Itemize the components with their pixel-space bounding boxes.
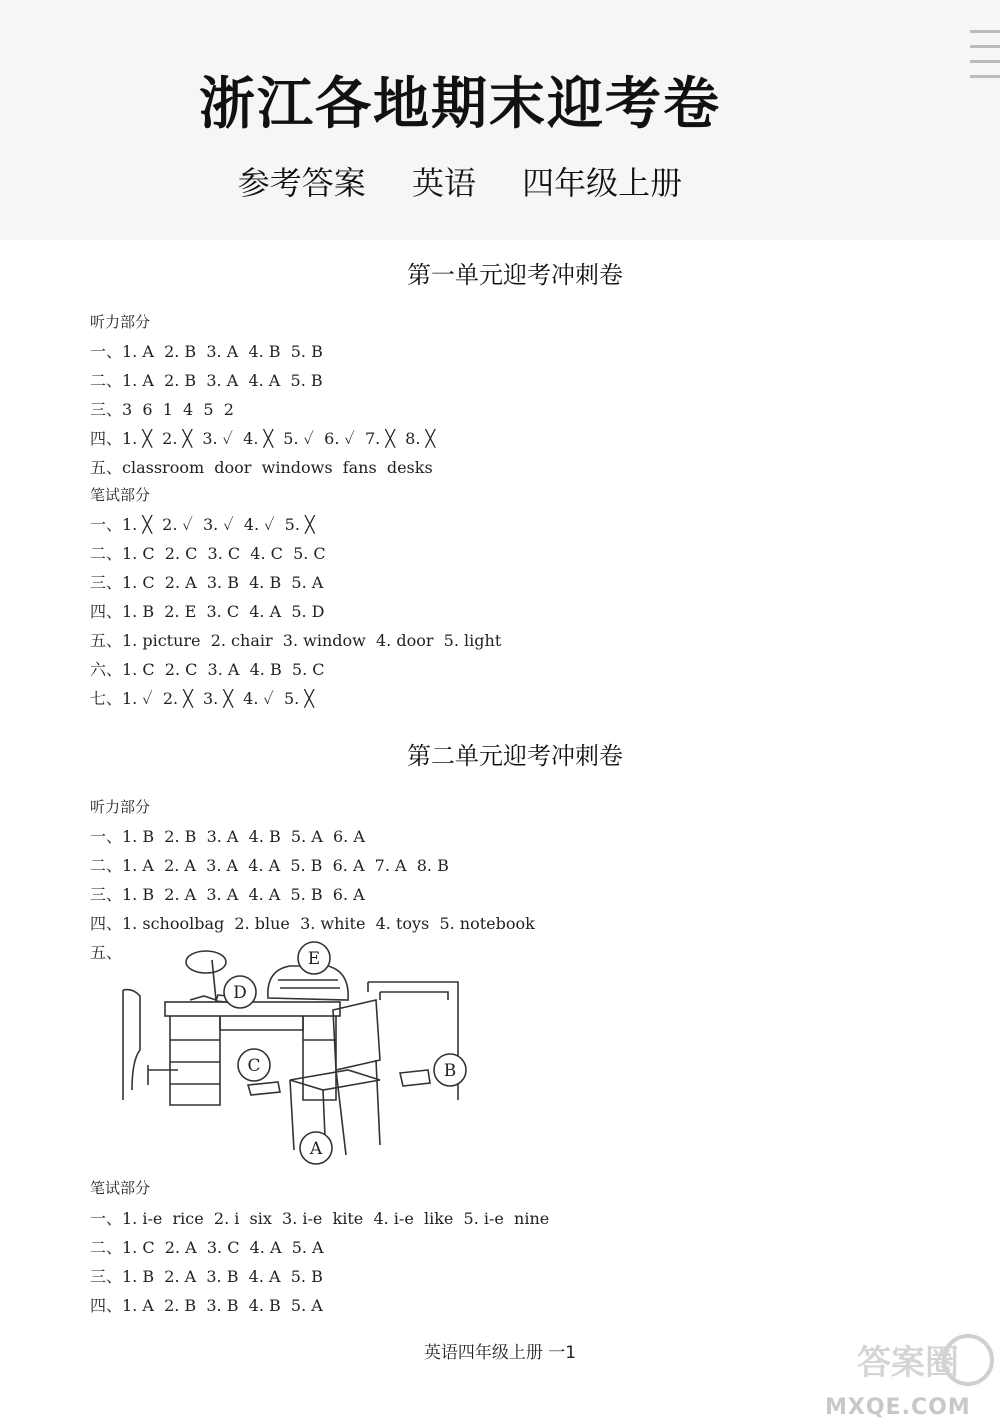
- subtitle-subject: 英语: [411, 164, 476, 202]
- classroom-illustration: [118, 940, 468, 1165]
- unit1-written-label: 笔试部分: [90, 486, 151, 504]
- unit2-listening-label: 听力部分: [90, 798, 151, 816]
- subtitle-grade: 四年级上册: [522, 164, 683, 202]
- unit2-listening-line-3: 三、1. B 2. A 3. A 4. A 5. B 6. A: [90, 885, 365, 904]
- unit1-listening-label: 听力部分: [90, 313, 151, 331]
- page-title: 浙江各地期末迎考卷: [199, 71, 721, 137]
- unit1-listening-line-2: 二、1. A 2. B 3. A 4. A 5. B: [90, 371, 323, 390]
- unit1-listening-line-1: 一、1. A 2. B 3. A 4. B 5. B: [90, 342, 323, 361]
- unit2-written-line-3: 三、1. B 2. A 3. B 4. A 5. B: [90, 1267, 323, 1286]
- unit1-listening-line-4: 四、1. ╳ 2. ╳ 3. ✓ 4. ╳ 5. ✓ 6. ✓ 7. ╳ 8. ╳: [90, 429, 436, 448]
- unit1-written-line-5: 五、1. picture 2. chair 3. window 4. door 5. light: [90, 631, 502, 650]
- unit2-written-line-2: 二、1. C 2. A 3. C 4. A 5. A: [90, 1238, 324, 1257]
- label-a: A: [309, 1139, 323, 1159]
- label-c: C: [247, 1056, 261, 1076]
- unit1-listening-line-3: 三、3 6 1 4 5 2: [90, 400, 234, 419]
- page-subtitle: [0, 158, 920, 204]
- label-e: E: [307, 949, 321, 969]
- unit1-written-line-2: 二、1. C 2. C 3. C 4. C 5. C: [90, 544, 326, 563]
- unit2-title: 第二单元迎考冲刺卷: [407, 742, 623, 770]
- unit2-written-line-4: 四、1. A 2. B 3. B 4. B 5. A: [90, 1296, 323, 1315]
- unit1-listening-line-5: 五、classroom door windows fans desks: [90, 458, 433, 477]
- corner-decoration: [964, 0, 1000, 90]
- unit1-title: 第一单元迎考冲刺卷: [407, 261, 623, 289]
- label-d: D: [233, 983, 247, 1003]
- unit1-written-line-3: 三、1. C 2. A 3. B 4. B 5. A: [90, 573, 324, 592]
- label-b: B: [443, 1061, 457, 1081]
- unit1-written-line-1: 一、1. ╳ 2. ✓ 3. ✓ 4. ✓ 5. ╳: [90, 515, 315, 534]
- unit2-listening-line-2: 二、1. A 2. A 3. A 4. A 5. B 6. A 7. A 8. B: [90, 856, 449, 875]
- unit2-listening-line-4: 四、1. schoolbag 2. blue 3. white 4. toys 5. notebook: [90, 914, 535, 933]
- page-footer: 英语四年级上册 一1: [423, 1343, 577, 1363]
- unit2-listening-line-1: 一、1. B 2. B 3. A 4. B 5. A 6. A: [90, 827, 365, 846]
- unit2-picture-item-label: 五、: [90, 943, 123, 962]
- unit1-written-line-4: 四、1. B 2. E 3. C 4. A 5. D: [90, 602, 325, 621]
- unit1-written-line-6: 六、1. C 2. C 3. A 4. B 5. C: [90, 660, 325, 679]
- unit2-written-line-1: 一、1. i-e rice 2. i six 3. i-e kite 4. i-e like 5. i-e nine: [90, 1209, 550, 1228]
- unit1-written-line-7: 七、1. ✓ 2. ╳ 3. ╳ 4. ✓ 5. ╳: [90, 689, 314, 708]
- watermark-text: MXQE.COM: [825, 1395, 971, 1420]
- watermark-logo-text: 答案圈: [857, 1343, 959, 1383]
- unit2-written-label: 笔试部分: [90, 1179, 151, 1197]
- subtitle-answers: 参考答案: [237, 164, 366, 202]
